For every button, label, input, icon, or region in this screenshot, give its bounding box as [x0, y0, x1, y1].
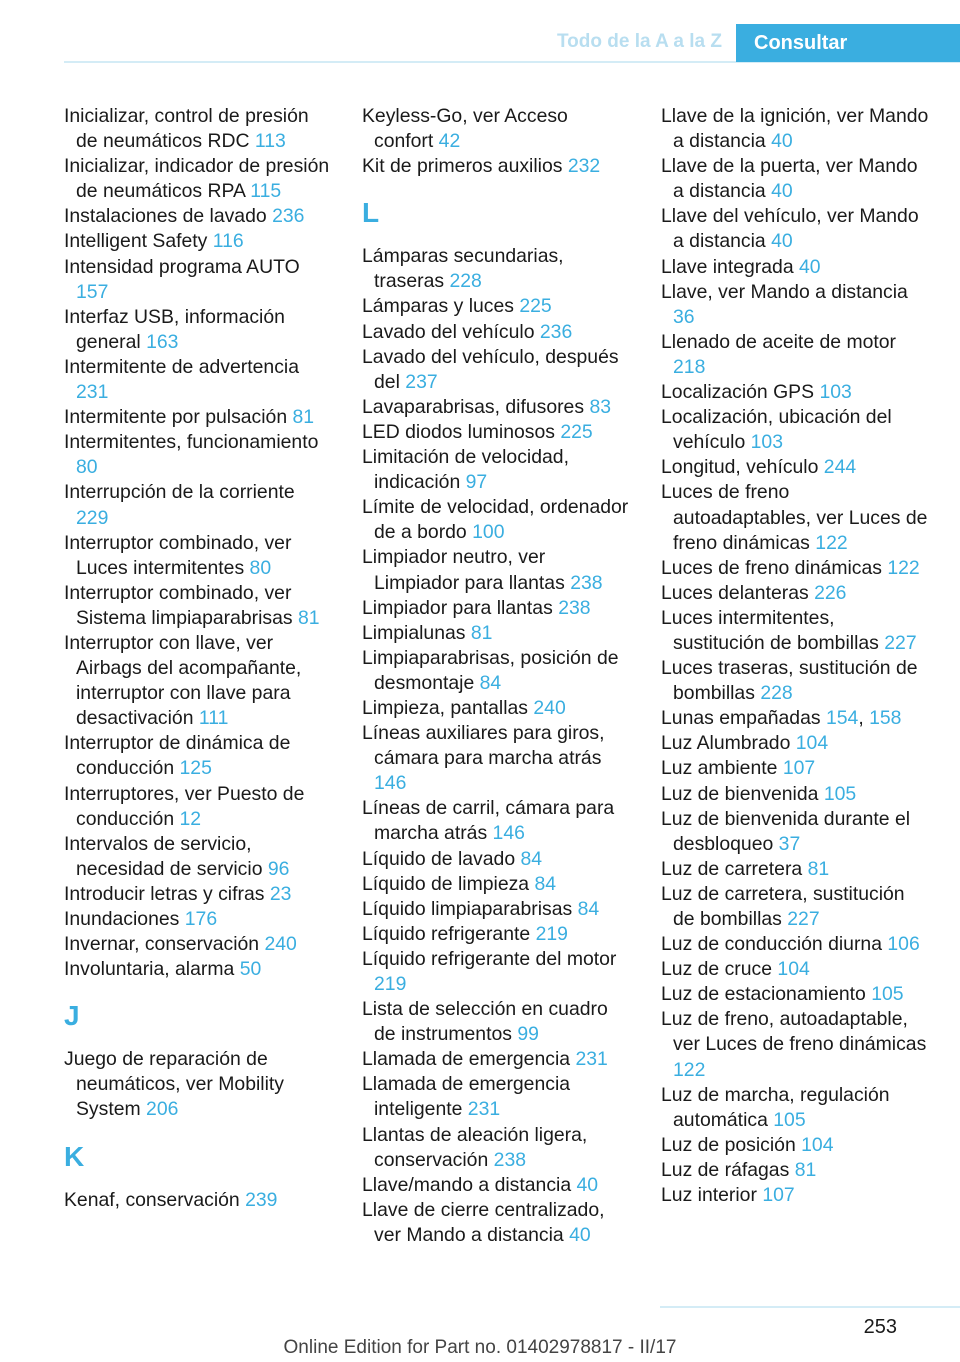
- index-entry: [64, 104, 332, 154]
- index-entry: [661, 380, 929, 405]
- index-entry: [362, 345, 630, 395]
- entry-term: Longitud, vehículo: [661, 456, 819, 479]
- entry-term: Lavado del vehículo: [362, 320, 535, 343]
- index-entry: [362, 420, 630, 445]
- page-link[interactable]: 240: [533, 696, 566, 719]
- page-link[interactable]: 206: [146, 1098, 179, 1121]
- page-link[interactable]: 40: [771, 130, 793, 153]
- page-link[interactable]: 238: [493, 1148, 527, 1171]
- index-entry: [661, 104, 929, 154]
- entry-term: Inundaciones: [64, 908, 180, 930]
- index-entry: [64, 631, 332, 731]
- entry-term: Líneas auxiliares para giros, cámara para marcha atrás: [362, 722, 605, 770]
- index-entry: [661, 405, 929, 455]
- index-entry: [64, 907, 332, 932]
- entry-term: Interruptores, ver Puesto de conducción: [64, 782, 305, 830]
- page-link[interactable]: 104: [801, 1133, 834, 1156]
- page-link[interactable]: 219: [535, 922, 568, 945]
- entry-term: Localización, ubicación del vehículo: [661, 406, 892, 454]
- entry-term: Interruptor con llave, ver Airbags del acompañante, interruptor con llave para desactivación: [64, 631, 302, 730]
- index-entry: [661, 731, 929, 756]
- index-entry: [661, 581, 929, 606]
- index-entry: [362, 947, 630, 997]
- entry-term: Limpialunas: [362, 621, 466, 644]
- page-link[interactable]: 146: [374, 772, 407, 795]
- page-link[interactable]: 237: [405, 370, 438, 393]
- index-entry: [362, 395, 630, 420]
- index-entry: [661, 330, 929, 380]
- entry-term: Líquido refrigerante: [362, 922, 531, 945]
- entry-term: Limpiaparabrisas, posición de desmontaje: [362, 646, 619, 694]
- entry-term: Llave de cierre centralizado, ver Mando a distancia: [362, 1198, 605, 1246]
- index-column-3: [661, 104, 929, 1208]
- page-number: 253: [863, 1316, 897, 1338]
- entry-term: Intensidad programa AUTO: [64, 255, 300, 278]
- entry-term: Involuntaria, alarma: [64, 958, 235, 981]
- entry-term: Kit de primeros auxilios: [362, 155, 563, 178]
- entry-term: Llave de la puerta, ver Mando a distancia: [661, 155, 918, 203]
- page-link[interactable]: 238: [570, 571, 603, 594]
- entry-term: Luz de posición: [661, 1133, 796, 1156]
- page-link[interactable]: 231: [467, 1098, 501, 1121]
- page-link[interactable]: 40: [771, 180, 793, 203]
- index-entry: [362, 922, 630, 947]
- page-link[interactable]: 116: [212, 230, 244, 253]
- index-entry: [661, 782, 929, 807]
- entry-term: Luz de estacionamiento: [661, 983, 866, 1006]
- entry-term: Interruptor de dinámica de conducción: [64, 732, 291, 780]
- index-entry: [362, 294, 630, 319]
- page-link[interactable]: 84: [520, 847, 543, 870]
- index-entry: [64, 531, 332, 581]
- index-entry: Lunas empañadas 154, 158: [661, 707, 902, 730]
- index-entry: [661, 280, 929, 330]
- entry-term: Interruptor combinado, ver Luces intermitentes: [64, 531, 292, 579]
- entry-term: Luz de ráfagas: [661, 1158, 790, 1181]
- index-column-2: [362, 104, 630, 1248]
- index-entry: [362, 1072, 630, 1122]
- index-entry: [64, 405, 332, 430]
- entry-term: Líneas de carril, cámara para marcha atrás: [362, 797, 615, 845]
- index-entry: [661, 455, 929, 480]
- entry-term: Luces intermitentes, sustitución de bombillas: [661, 606, 879, 654]
- entry-term: Luz de bienvenida: [661, 782, 819, 805]
- page-link[interactable]: 81: [292, 406, 315, 429]
- index-entry: [661, 1133, 929, 1158]
- index-entry: [661, 756, 929, 781]
- entry-term: Limpieza, pantallas: [362, 696, 528, 719]
- index-entry: [362, 445, 630, 495]
- page-link[interactable]: 106: [887, 933, 920, 956]
- entry-term: Intermitentes, funcionamiento: [64, 431, 319, 454]
- footer-rule: [660, 1306, 960, 1308]
- entry-term: Luz de marcha, regulación automática: [661, 1083, 890, 1131]
- page-link[interactable]: 84: [577, 897, 600, 920]
- entry-term: Limpiador para llantas: [362, 596, 553, 619]
- entry-term: Llave del vehículo, ver Mando a distancia: [661, 205, 919, 253]
- index-entry: [661, 1007, 929, 1082]
- entry-term: Líquido de limpieza: [362, 872, 530, 895]
- index-entry: [362, 495, 630, 545]
- page-link[interactable]: 218: [673, 355, 706, 378]
- index-entry: [661, 1183, 929, 1208]
- entry-term: LED diodos luminosos: [362, 420, 555, 443]
- page-link[interactable]: 37: [778, 832, 801, 855]
- page-link[interactable]: 99: [517, 1023, 539, 1046]
- page-link[interactable]: 157: [76, 280, 109, 303]
- entry-term: Luz de carretera, sustitución de bombillas: [661, 882, 905, 930]
- entry-term: Introducir letras y cifras: [64, 882, 265, 905]
- page-link[interactable]: 36: [673, 305, 695, 328]
- index-letter-heading: L: [362, 197, 380, 229]
- page-link[interactable]: 227: [884, 631, 917, 654]
- entry-term: Limitación de velocidad, indicación: [362, 446, 569, 494]
- index-entry: [661, 807, 929, 857]
- index-entry: [362, 1123, 630, 1173]
- index-entry: [661, 982, 929, 1007]
- page-link[interactable]: 40: [771, 230, 793, 253]
- entry-term: Límite de velocidad, ordenador de a bordo: [362, 496, 629, 544]
- index-entry: [661, 932, 929, 957]
- page-link[interactable]: 40: [569, 1223, 591, 1246]
- tab-consultar[interactable]: Consultar: [736, 24, 960, 62]
- entry-term: Luz de conducción diurna: [661, 933, 882, 956]
- index-entry: [64, 731, 332, 781]
- page-link[interactable]: 81: [470, 621, 493, 644]
- page-link[interactable]: 228: [449, 270, 482, 293]
- index-entry: [661, 606, 929, 656]
- entry-term: Luces de freno dinámicas: [661, 556, 882, 579]
- index-entry: [362, 320, 630, 345]
- index-entry: [64, 154, 332, 204]
- page-link[interactable]: 226: [814, 581, 847, 604]
- page-link[interactable]: 81: [807, 857, 830, 880]
- page-link[interactable]: 84: [479, 671, 502, 694]
- entry-term: Kenaf, conservación: [64, 1188, 240, 1211]
- entry-term: Localización GPS: [661, 381, 815, 404]
- page-link[interactable]: 154: [825, 707, 859, 730]
- index-entry: [362, 545, 630, 595]
- entry-term: Llenado de aceite de motor: [661, 330, 897, 353]
- index-entry: [661, 480, 929, 555]
- index-entry: [661, 656, 929, 706]
- entry-term: Llamada de emergencia inteligente: [362, 1073, 571, 1121]
- page-link[interactable]: 107: [762, 1184, 795, 1207]
- entry-term: Luz ambiente: [661, 757, 778, 780]
- index-letter-heading: J: [64, 1000, 80, 1032]
- index-entry: [362, 796, 630, 846]
- entry-term: Lámparas secundarias, traseras: [362, 245, 564, 293]
- page-link[interactable]: 238: [558, 596, 591, 619]
- page-link[interactable]: 227: [787, 908, 820, 930]
- page-link[interactable]: 40: [799, 255, 821, 278]
- index-entry: [362, 1173, 630, 1198]
- entry-term: Lista de selección en cuadro de instrumentos: [362, 998, 608, 1046]
- entry-term: Luz de freno, autoadaptable, ver Luces de freno dinámicas: [661, 1008, 927, 1056]
- index-entry: [362, 1047, 630, 1072]
- page-link[interactable]: 122: [815, 531, 848, 554]
- page-link[interactable]: 239: [245, 1188, 278, 1211]
- page-link[interactable]: 40: [576, 1173, 599, 1196]
- index-entry: [661, 556, 929, 581]
- index-entry: [362, 244, 630, 294]
- index-entry: [661, 1158, 929, 1183]
- page-link[interactable]: 111: [198, 707, 229, 730]
- index-entry: [661, 204, 929, 254]
- page-link[interactable]: 103: [750, 431, 783, 454]
- page-link[interactable]: 23: [269, 882, 292, 905]
- page-link[interactable]: 100: [472, 521, 505, 544]
- page-link[interactable]: 122: [887, 556, 920, 579]
- index-entry: [362, 1198, 630, 1248]
- page-link[interactable]: 231: [76, 381, 109, 404]
- index-entry: [64, 581, 332, 631]
- index-entry: [64, 229, 332, 254]
- entry-term: Llave, ver Mando a distancia: [661, 280, 908, 303]
- index-entry: [362, 621, 630, 646]
- page-link[interactable]: 50: [239, 958, 262, 981]
- page-link[interactable]: 240: [264, 933, 297, 956]
- page-link[interactable]: 80: [249, 556, 272, 579]
- index-entry: [64, 1188, 332, 1213]
- page-link[interactable]: 96: [267, 857, 290, 880]
- index-entry: [64, 480, 332, 530]
- entry-term: Limpiador neutro, ver Limpiador para llantas: [362, 546, 565, 594]
- page-link[interactable]: 225: [560, 420, 593, 443]
- entry-term: Juego de reparación de neumáticos, ver Mobility System: [64, 1048, 284, 1121]
- entry-term: Luz interior: [661, 1184, 757, 1207]
- index-entry: [64, 255, 332, 305]
- index-entry: [64, 782, 332, 832]
- entry-term: Lavaparabrisas, difusores: [362, 395, 585, 418]
- entry-term: Líquido refrigerante del motor: [362, 947, 617, 970]
- page-link[interactable]: 228: [760, 682, 793, 705]
- entry-term: Llave/mando a distancia: [362, 1173, 572, 1196]
- page-link[interactable]: 12: [179, 807, 202, 830]
- index-entry: [64, 832, 332, 882]
- page-link[interactable]: 81: [794, 1158, 817, 1181]
- entry-term: Interrupción de la corriente: [64, 481, 295, 504]
- index-entry: [661, 957, 929, 982]
- index-entry: [64, 430, 332, 480]
- page-link[interactable]: 105: [773, 1108, 806, 1131]
- page-link[interactable]: 80: [76, 456, 98, 479]
- entry-term: Lavado del vehículo, después del: [362, 345, 619, 393]
- entry-term: Luz de carretera: [661, 857, 803, 880]
- entry-term: Lunas empañadas: [661, 707, 821, 730]
- page-link[interactable]: 225: [519, 295, 552, 318]
- index-entry: [661, 882, 929, 932]
- page-link[interactable]: 107: [782, 757, 816, 780]
- index-column-1: [64, 104, 332, 1213]
- index-entry: [661, 154, 929, 204]
- page-link[interactable]: 125: [179, 757, 212, 780]
- entry-term: Intervalos de servicio, necesidad de servicio: [64, 832, 263, 880]
- index-entry: [362, 696, 630, 721]
- entry-term: Interruptor combinado, ver Sistema limpiaparabrisas: [64, 581, 293, 629]
- index-entry: [362, 897, 630, 922]
- page-link[interactable]: 163: [146, 330, 179, 353]
- entry-term: Lámparas y luces: [362, 295, 514, 318]
- index-entry: [64, 932, 332, 957]
- page-link[interactable]: 42: [438, 130, 461, 153]
- entry-term: Invernar, conservación: [64, 933, 260, 956]
- index-entry: [362, 847, 630, 872]
- entry-term: Luces de freno autoadaptables, ver Luces de freno dinámicas: [661, 481, 928, 554]
- entry-term: Luces traseras, sustitución de bombillas: [661, 657, 918, 705]
- page-link[interactable]: 81: [298, 606, 320, 629]
- index-entry: [64, 355, 332, 405]
- edition-note: Online Edition for Part no. 01402978817 - II/17: [283, 1337, 677, 1358]
- page-link[interactable]: 244: [823, 456, 857, 479]
- page-link[interactable]: 236: [539, 320, 573, 343]
- index-entry: [362, 646, 630, 696]
- entry-term: Líquido de lavado: [362, 847, 516, 870]
- entry-term: Luces delanteras: [661, 581, 809, 604]
- entry-term: Llave integrada: [661, 255, 794, 278]
- page-link[interactable]: 115: [250, 180, 282, 203]
- entry-term: Luz de bienvenida durante el desbloqueo: [661, 807, 911, 855]
- index-entry: [362, 596, 630, 621]
- entry-term: Keyless-Go, ver Acceso confort: [362, 105, 568, 153]
- entry-term: Llave de la ignición, ver Mando a distancia: [661, 105, 929, 153]
- page-link[interactable]: 158: [869, 707, 902, 730]
- index-entry: [64, 305, 332, 355]
- page-link[interactable]: 84: [534, 872, 557, 895]
- entry-term: Inicializar, control de presión de neumáticos RDC: [64, 105, 309, 153]
- entry-term: Llamada de emergencia: [362, 1048, 571, 1071]
- page-link[interactable]: 236: [272, 205, 305, 228]
- page-link[interactable]: 219: [374, 973, 407, 995]
- entry-term: Interfaz USB, información general: [64, 305, 285, 353]
- index-entry: [661, 857, 929, 882]
- section-title: Todo de la A a la Z: [556, 31, 722, 52]
- page-link[interactable]: 104: [777, 958, 810, 981]
- page-link[interactable]: 105: [823, 782, 857, 805]
- page-link[interactable]: 229: [76, 506, 109, 529]
- index-entry: [64, 204, 332, 229]
- index-entry: [64, 957, 332, 982]
- page-link[interactable]: 231: [575, 1048, 608, 1071]
- index-entry: [362, 872, 630, 897]
- entry-term: Inicializar, indicador de presión de neumáticos RPA: [64, 155, 330, 203]
- page-link[interactable]: 232: [567, 155, 601, 178]
- page-link[interactable]: 105: [871, 983, 904, 1006]
- index-entry: [362, 104, 630, 154]
- entry-term: Intelligent Safety: [64, 230, 208, 253]
- index-letter-heading: K: [64, 1140, 85, 1172]
- entry-term: Luz de cruce: [661, 958, 773, 981]
- page-link[interactable]: 83: [589, 395, 612, 418]
- index-entry: [661, 255, 929, 280]
- entry-term: Instalaciones de lavado: [64, 205, 267, 228]
- index-entry: [64, 1047, 332, 1122]
- index-entry: [362, 997, 630, 1047]
- index-entry: [362, 154, 630, 179]
- page-link[interactable]: 146: [492, 822, 525, 845]
- page-link[interactable]: 113: [254, 130, 286, 153]
- entry-term: Intermitente por pulsación: [64, 406, 288, 429]
- entry-term: Luz Alumbrado: [661, 732, 791, 755]
- entry-term: Llantas de aleación ligera, conservación: [362, 1123, 588, 1171]
- page-link[interactable]: 122: [673, 1058, 706, 1081]
- entry-term: Líquido limpiaparabrisas: [362, 897, 573, 920]
- index-entry: [64, 882, 332, 907]
- page-link[interactable]: 103: [819, 381, 852, 404]
- page-link[interactable]: 97: [465, 471, 488, 494]
- entry-term: Intermitente de advertencia: [64, 355, 299, 378]
- index-entry: [362, 721, 630, 796]
- index-entry: [661, 1083, 929, 1133]
- page-link[interactable]: 176: [184, 908, 218, 930]
- page-link[interactable]: 104: [795, 732, 829, 755]
